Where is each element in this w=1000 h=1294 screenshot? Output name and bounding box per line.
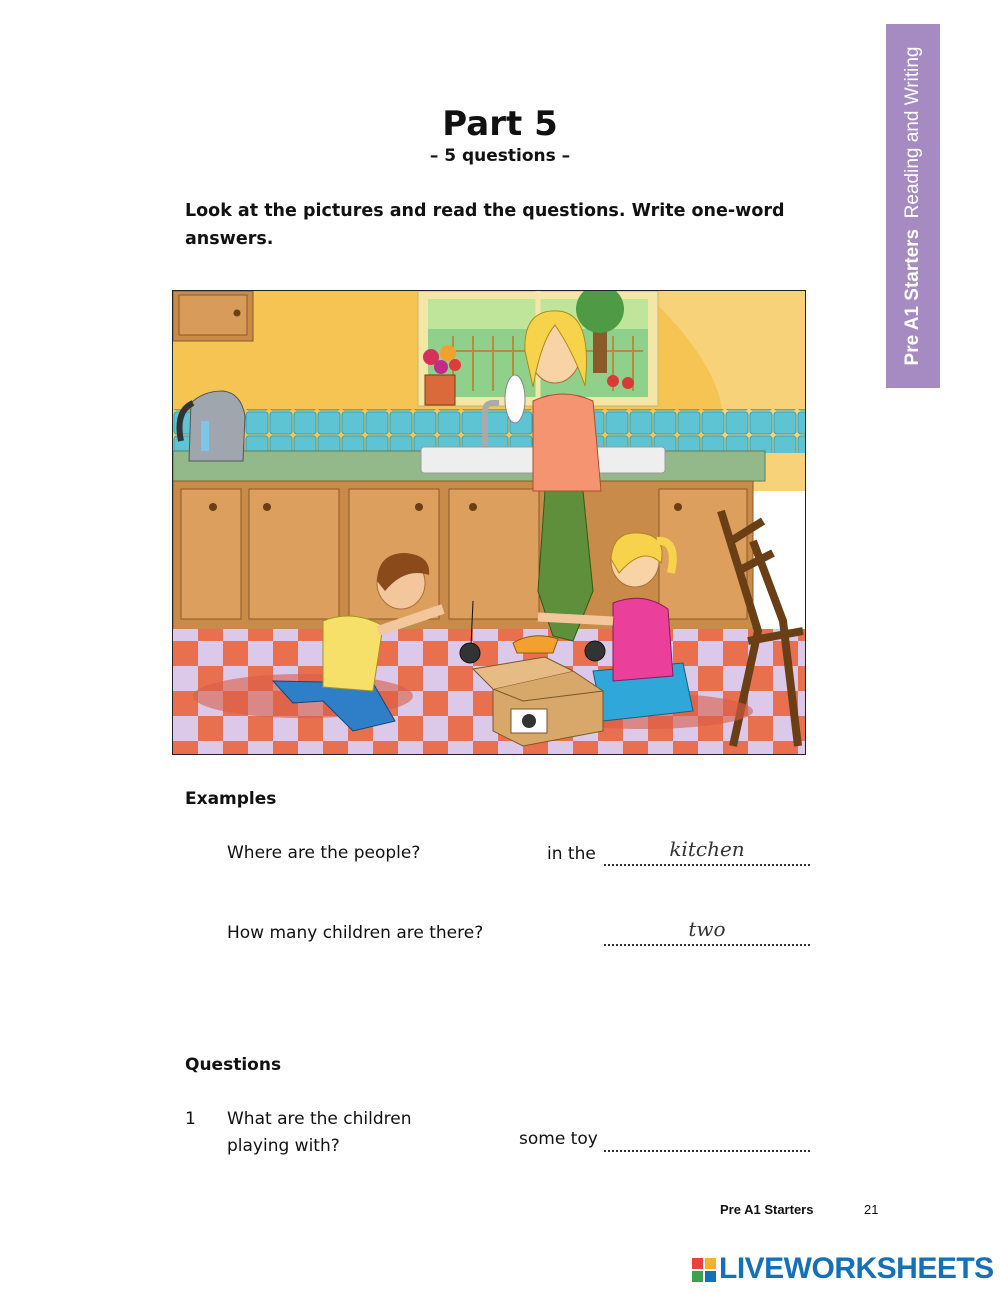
example-answer-line-1 — [604, 864, 810, 866]
side-tab-paper: Reading and Writing — [902, 46, 923, 219]
question-number-1: 1 — [185, 1109, 196, 1129]
question-text-1-line1: What are the children — [227, 1109, 412, 1129]
answer-line-1 — [604, 1150, 810, 1152]
side-tab-text — [898, 24, 928, 388]
liveworksheets-logo-icon — [692, 1258, 716, 1282]
question-text-1 — [227, 1106, 411, 1160]
example-answer-2: two — [688, 917, 726, 941]
liveworksheets-logo-text: LIVEWORKSHEETS — [719, 1252, 994, 1285]
question-prefix-1: some toy — [519, 1129, 598, 1149]
examples-heading: Examples — [185, 789, 277, 809]
flower-pot — [423, 345, 461, 405]
instructions: Look at the pictures and read the questions. Write one-word answers. — [185, 201, 785, 249]
example-answer-line-2 — [604, 944, 810, 946]
example-prefix-1: in the — [547, 844, 596, 864]
side-tab-level: Pre A1 Starters — [902, 228, 923, 366]
kitchen-illustration — [172, 290, 806, 755]
wall-tiles — [173, 409, 805, 453]
questions-heading: Questions — [185, 1055, 282, 1075]
example-question-1: Where are the people? — [227, 843, 421, 863]
page-number: 21 — [864, 1202, 879, 1217]
example-question-2: How many children are there? — [227, 923, 484, 943]
question-text-1-line2: playing with? — [227, 1136, 340, 1156]
answer-input-1[interactable] — [604, 1124, 814, 1152]
page-title: Part 5 — [442, 104, 558, 144]
footer-book-title: Pre A1 Starters — [720, 1202, 814, 1217]
example-answer-1: kitchen — [669, 837, 745, 861]
page-subtitle: – 5 questions – — [429, 146, 571, 166]
side-tab — [886, 24, 940, 388]
upper-cupboard — [173, 291, 253, 341]
